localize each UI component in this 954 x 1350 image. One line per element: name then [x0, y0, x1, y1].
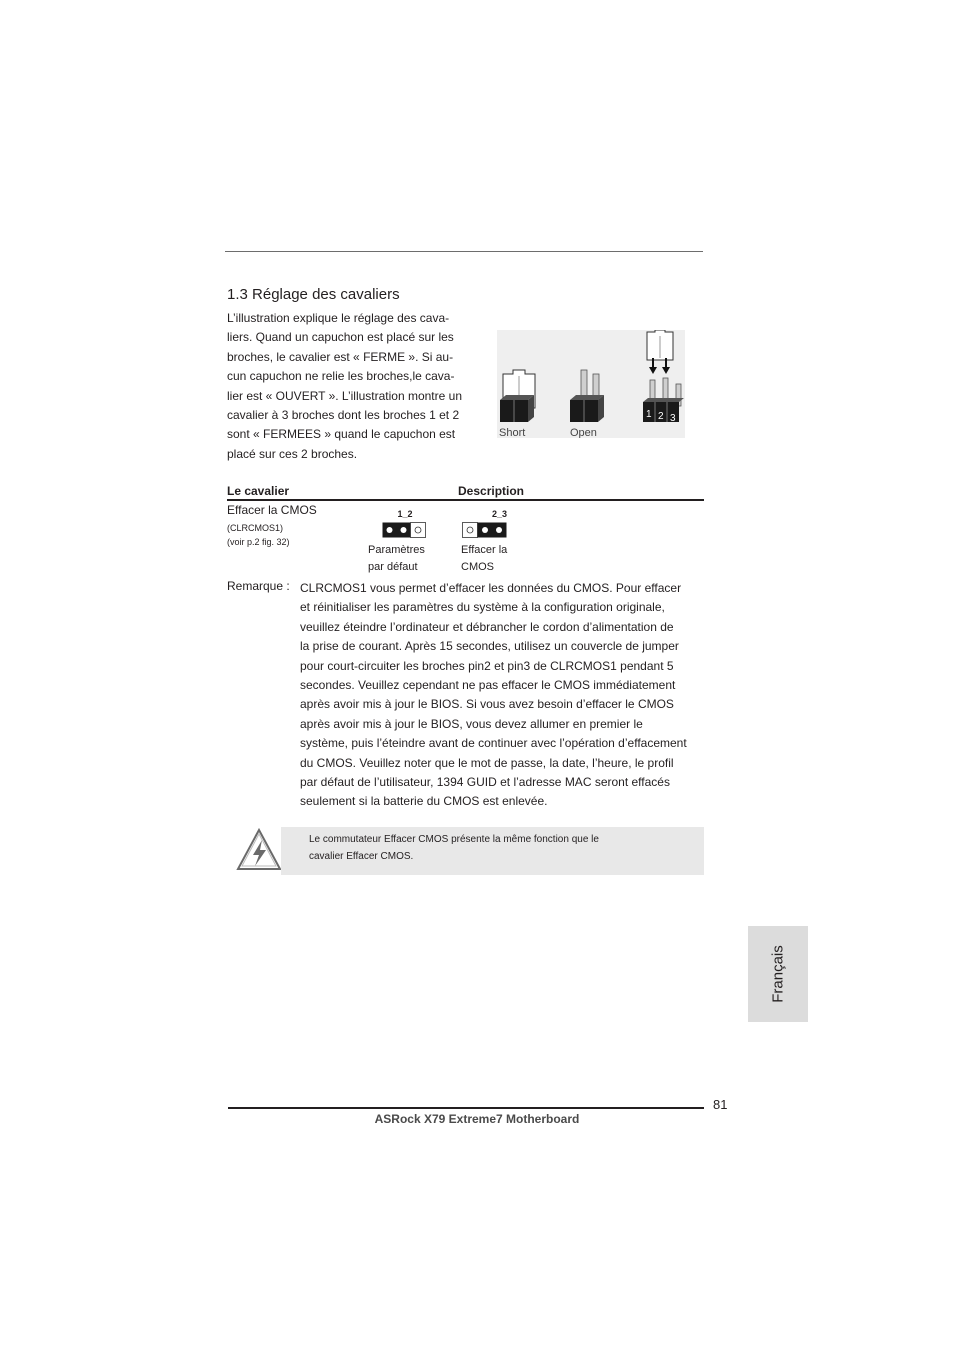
jumper-name: Effacer la CMOS: [227, 503, 317, 517]
pin-1-label: 1: [646, 409, 652, 420]
remark-line: veuillez éteindre l’ordinateur et débrancher le cordon d’alimentation de: [300, 619, 674, 634]
intro-line: cavalier à 3 broches dont les broches 1 et 2: [227, 408, 460, 423]
intro-line: cun capuchon ne relie les broches,le cava-: [227, 369, 455, 384]
remark-line: et réinitialiser les paramètres du système à la configuration originale,: [300, 600, 665, 615]
intro-line: broches, le cavalier est « FERME ». Si au-: [227, 349, 454, 364]
note-text: [309, 831, 689, 865]
section-title: 1.3 Réglage des cavaliers: [227, 286, 400, 303]
intro-line: placé sur ces 2 broches.: [227, 446, 358, 461]
arrow-down-icon: [649, 367, 657, 374]
pin-2-label: 2: [658, 411, 664, 422]
table-header-description: Description: [458, 484, 525, 498]
note-line: cavalier Effacer CMOS.: [309, 851, 414, 862]
open-label: Open: [570, 427, 597, 438]
remark-label: Remarque :: [227, 579, 290, 593]
jumper-ref: (voir p.2 fig. 32): [227, 537, 290, 547]
jumper-drawing: [497, 330, 685, 438]
setting-2-3-pins: 2_3: [491, 509, 507, 519]
remark-line: du CMOS. Veuillez noter que le mot de passe, la date, l’heure, le profil: [300, 755, 674, 770]
remark-line: système, puis l’éteindre avant de continuer avec l’opération d’effacement: [300, 736, 687, 751]
setting-1-2-pins: 1_2: [397, 509, 413, 519]
remark-line: par défaut de l’utilisateur, 1394 GUID et l’adresse MAC seront effacés: [300, 775, 670, 790]
arrow-down-icon: [662, 367, 670, 374]
language-label: Français: [769, 945, 787, 1003]
page-number: 81: [713, 1097, 728, 1112]
footer-rule: [228, 1107, 704, 1109]
short-jumper: [499, 370, 535, 438]
warning-icon: [236, 828, 282, 872]
intro-line: lier est « OUVERT ». L’illustration montre un: [227, 388, 462, 403]
setting-2-3-label-line: Effacer la: [461, 544, 508, 556]
intro-line: L’illustration explique le réglage des cava-: [227, 311, 450, 325]
intro-line: sont « FERMEES » quand le capuchon est: [227, 427, 456, 442]
jumper-2-3-diagram: [462, 522, 508, 538]
remark-line: seulement si la batterie du CMOS est enlevée.: [300, 794, 548, 809]
remark-line: pour court-circuiter les broches pin2 et pin3 de CLRCMOS1 pendant 5: [300, 658, 674, 673]
setting-1-2-label: [368, 542, 425, 576]
note-line: Le commutateur Effacer CMOS présente la même fonction que le: [309, 834, 599, 845]
setting-1-2-label-line: par défaut: [368, 561, 418, 573]
pin-3-label: 3: [670, 413, 676, 424]
remark-line: secondes. Veuillez cependant ne pas effacer le CMOS immédiatement: [300, 678, 676, 693]
remark-line: après avoir mis à jour le BIOS. Si vous avez besoin d’effacer le CMOS: [300, 697, 674, 712]
short-label: Short: [499, 427, 526, 438]
setting-2-3-label: [461, 542, 507, 576]
remark-line: la prise de courant. Après 15 secondes, utilisez un couvercle de jumper: [300, 639, 679, 654]
top-divider: [225, 251, 703, 252]
setting-1-2-label-line: Paramètres: [368, 544, 425, 556]
jumper-1-2-diagram: [382, 522, 426, 538]
footer-product: ASRock X79 Extreme7 Motherboard: [374, 1112, 580, 1126]
intro-paragraph: [227, 309, 477, 464]
remark-line: après avoir mis à jour le BIOS, vous devez allumer en premier le: [300, 716, 643, 731]
table-header-jumper: Le cavalier: [227, 484, 290, 498]
language-tab: [748, 926, 808, 1022]
jumper-illustration: [497, 330, 685, 438]
jumper-code: (CLRCMOS1): [227, 523, 284, 533]
three-pin-jumper: [643, 330, 684, 424]
intro-line: liers. Quand un capuchon est placé sur les: [227, 330, 454, 345]
open-jumper: [570, 370, 604, 438]
remark-text: [300, 579, 704, 812]
table-header-rule: [227, 499, 704, 501]
remark-line: CLRCMOS1 vous permet d’effacer les données du CMOS. Pour effacer: [300, 581, 682, 595]
setting-2-3-label-line: CMOS: [461, 561, 494, 573]
